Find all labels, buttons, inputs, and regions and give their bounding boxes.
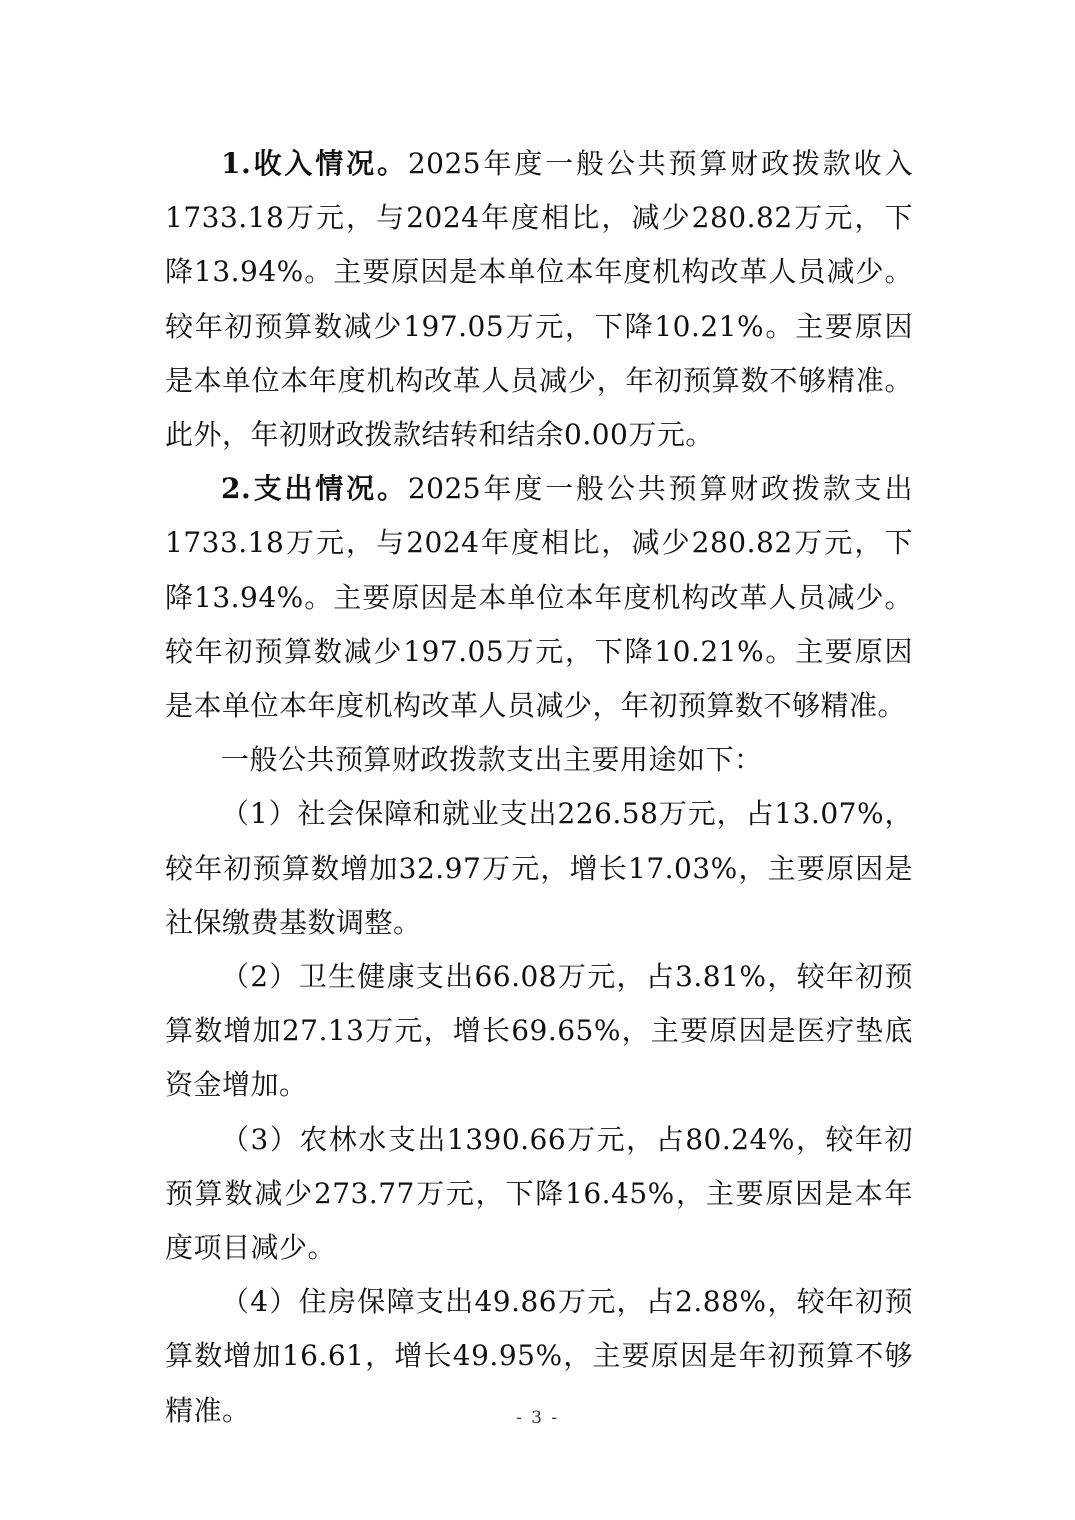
paragraph-main-uses-intro: 一般公共预算财政拨款支出主要用途如下：: [221, 743, 763, 777]
paragraph-item-agriculture: （3）农林水支出1390.66万元，占80.24%，较年初预算数减少273.77万元，下降16.45%，主要原因是本年度项目减少。: [165, 1122, 913, 1265]
paragraph-income: [165, 137, 913, 462]
income-text: 2025年度一般公共预算财政拨款收入1733.18万元，与2024年度相比，减少280.82万元，下降13.94%。主要原因是本单位本年度机构改革人员减少。较年初预算数减少197.05万元，下降10.21%。主要原因是本单位本年度机构改革人员减少，年初预算数不够精准。此外，年初财政拨款结转和结余0.00万元。: [165, 147, 914, 452]
paragraph-item-housing: （4）住房保障支出49.86万元，占2.88%，较年初预算数增加16.61，增长49.95%，主要原因是年初预算不够精准。: [165, 1285, 913, 1427]
paragraph-item-social-security: （1）社会保障和就业支出226.58万元，占13.07%，较年初预算数增加32.97万元，增长17.03%，主要原因是社保缴费基数调整。: [165, 797, 913, 939]
expenditure-heading: 2.支出情况。: [221, 472, 408, 506]
document-body: [165, 137, 913, 1438]
page-number: - 3 -: [515, 1408, 560, 1428]
expenditure-text: 2025年度一般公共预算财政拨款支出1733.18万元，与2024年度相比，减少280.82万元，下降13.94%。主要原因是本单位本年度机构改革人员减少。较年初预算数减少197.05万元，下降10.21%。主要原因是本单位本年度机构改革人员减少，年初预算数不够精准。: [165, 472, 914, 723]
income-heading: 1.收入情况。: [221, 147, 408, 180]
paragraph-item-health: （2）卫生健康支出66.08万元，占3.81%，较年初预算数增加27.13万元，增长69.65%，主要原因是医疗垫底资金增加。: [165, 960, 913, 1102]
paragraph-expenditure: [165, 462, 913, 733]
